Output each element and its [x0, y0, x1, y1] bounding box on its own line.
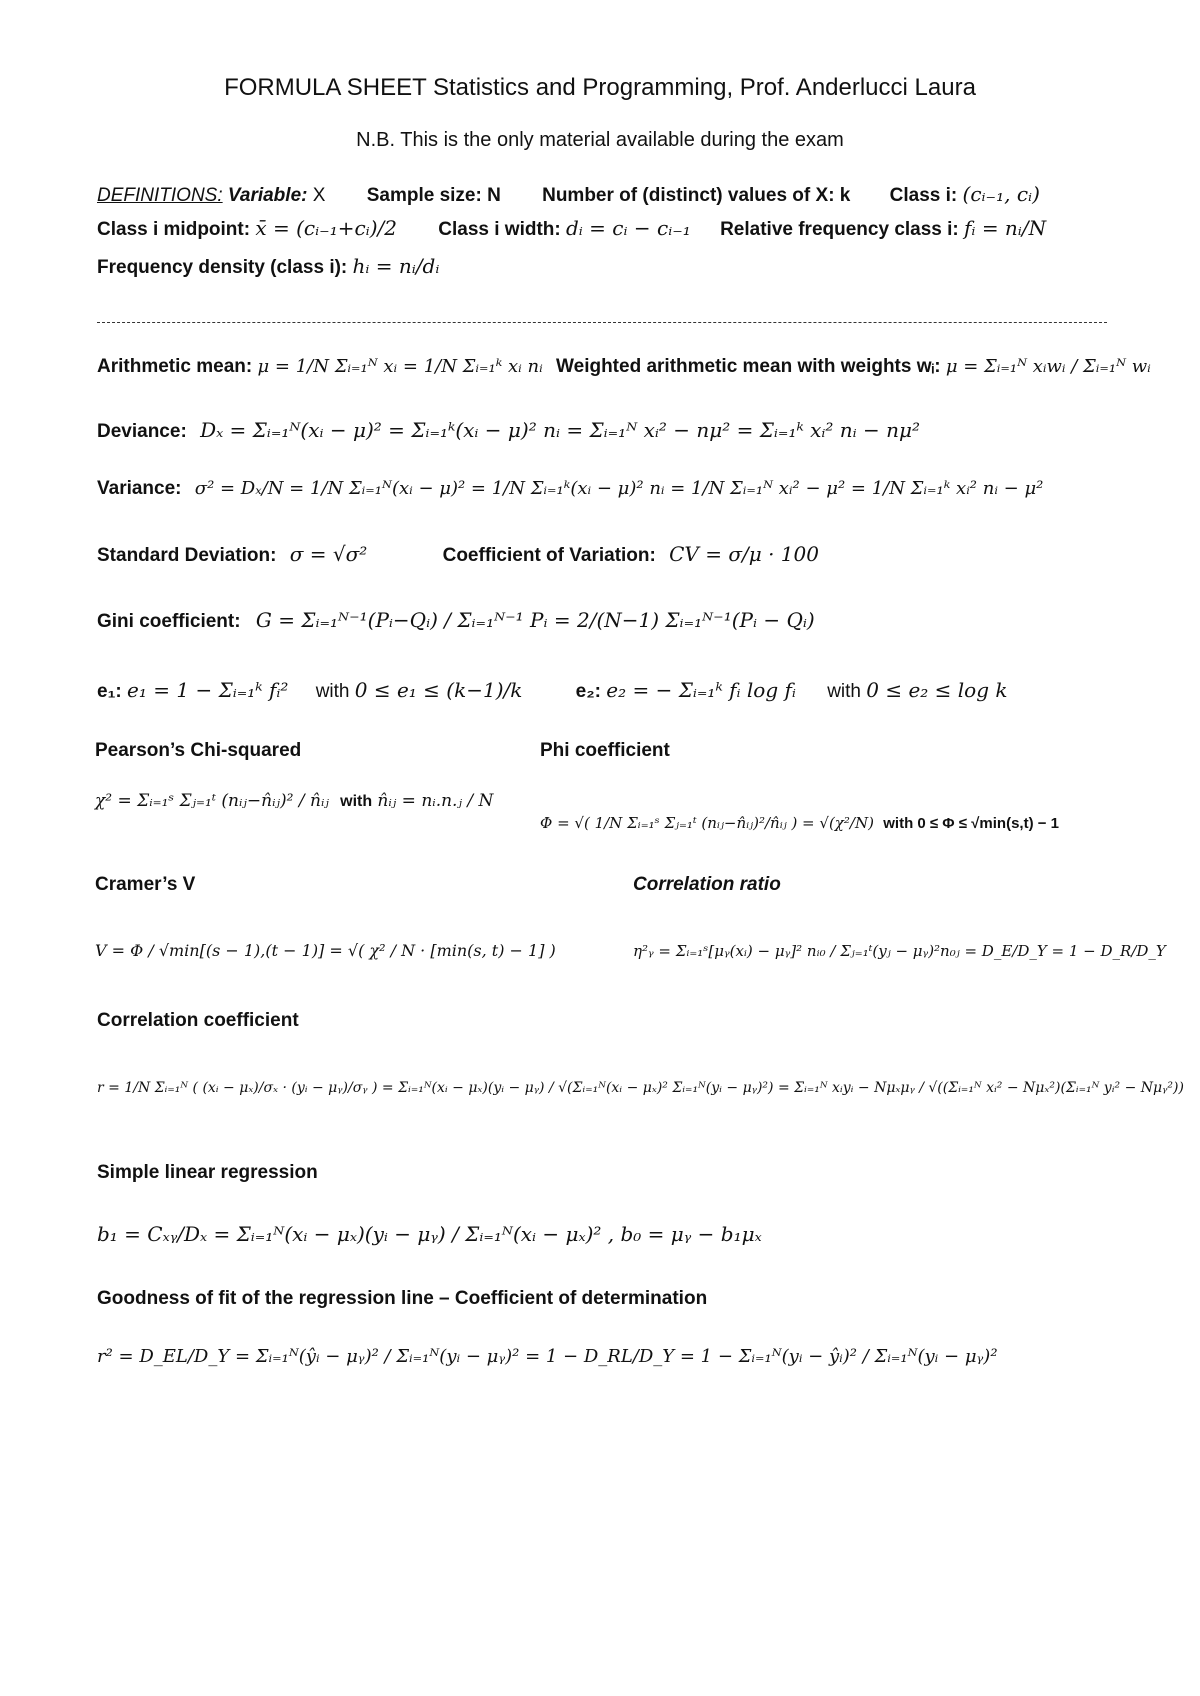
variable-value: X — [312, 185, 326, 206]
cv-formula: CV = σ/μ · 100 — [669, 542, 819, 566]
regression-heading: Simple linear regression — [97, 1162, 318, 1183]
cv-label: Coefficient of Variation: — [442, 545, 656, 566]
e2-label: e₂: — [575, 681, 601, 702]
definitions-line-2 — [97, 216, 1046, 242]
e2-with: with — [827, 681, 861, 702]
e2-range: 0 ≤ e₂ ≤ log k — [866, 678, 1008, 702]
variance-line — [97, 478, 1043, 501]
phi-line — [540, 812, 1059, 835]
regression-line — [97, 1222, 762, 1248]
weighted-mean-label: Weighted arithmetic mean with weights wᵢ: — [556, 356, 941, 377]
correlation-heading: Correlation coefficient — [97, 1010, 299, 1031]
class-label: Class i: — [889, 185, 958, 206]
regression-formula: b₁ = Cₓᵧ/Dₓ = Σᵢ₌₁ᴺ(xᵢ − μₓ)(yᵢ − μᵧ) / Σᵢ₌₁ᴺ(xᵢ − μₓ)² , b₀ = μᵧ − b₁μₓ — [97, 1222, 762, 1246]
e2-formula: e₂ = − Σᵢ₌₁ᵏ fᵢ log fᵢ — [606, 678, 796, 702]
density-formula: hᵢ = nᵢ/dᵢ — [352, 254, 440, 278]
pearson-heading: Pearson’s Chi-squared — [95, 740, 302, 761]
phi-heading: Phi coefficient — [540, 740, 670, 761]
pearson-line — [95, 790, 493, 813]
deviance-label: Deviance: — [97, 421, 187, 442]
cramer-heading: Cramer’s V — [95, 874, 196, 895]
e1-with: with — [315, 681, 350, 702]
sd-formula: σ = √σ² — [289, 542, 368, 566]
density-label: Frequency density (class i): — [97, 257, 348, 278]
page-title: FORMULA SHEET Statistics and Programming, Prof. Anderlucci Laura — [224, 74, 976, 101]
cramer-formula: V = Φ / √min[(s − 1),(t − 1)] = √( χ² / N · [min(s, t) − 1] ) — [95, 941, 556, 960]
exam-note: N.B. This is the only material available during the exam — [356, 129, 844, 151]
goodness-heading: Goodness of fit of the regression line – Coefficient of determination — [97, 1288, 708, 1309]
width-label: Class i width: — [438, 219, 561, 240]
variance-label: Variance: — [97, 478, 182, 499]
sample-size-def: Sample size: N — [366, 185, 501, 206]
sd-label: Standard Deviation: — [97, 545, 277, 566]
corr-ratio-formula: η²ᵧ = Σᵢ₌₁ˢ[μᵧ(xᵢ) − μᵧ]² nᵢ₀ / Σⱼ₌₁ᵗ(yⱼ − μᵧ)²n₀ⱼ = D_E/D_Y = 1 − D_R/D_Y — [633, 942, 1166, 960]
sd-cv-line — [97, 542, 819, 568]
variable-label: Variable: — [227, 185, 308, 206]
gini-label: Gini coefficient: — [97, 611, 241, 632]
e1-label: e₁: — [97, 681, 122, 702]
e1-range: 0 ≤ e₁ ≤ (k−1)/k — [354, 678, 523, 702]
e1-formula: e₁ = 1 − Σᵢ₌₁ᵏ fᵢ² — [127, 678, 289, 702]
corr-ratio-line — [633, 940, 1166, 963]
width-formula: dᵢ = cᵢ − cᵢ₋₁ — [566, 216, 691, 240]
corr-ratio-heading: Correlation ratio — [633, 874, 781, 895]
pearson-with: with — [340, 793, 373, 810]
phi-range: with 0 ≤ Φ ≤ √min(s,t) − 1 — [883, 815, 1060, 832]
phi-formula: Φ = √( 1/N Σᵢ₌₁ˢ Σⱼ₌₁ᵗ (nᵢⱼ−n̂ᵢⱼ)²/n̂ᵢⱼ ) = √(χ²/N) — [540, 814, 874, 832]
heterogeneity-line — [97, 678, 1008, 704]
gini-line — [97, 608, 815, 634]
definitions-line-3 — [97, 254, 439, 280]
correlation-formula: r = 1/N Σᵢ₌₁ᴺ ( (xᵢ − μₓ)/σₓ · (yᵢ − μᵧ)/σᵧ ) = Σᵢ₌₁ᴺ(xᵢ − μₓ)(yᵢ − μᵧ) / √(Σᵢ₌₁ᴺ(xᵢ − μₓ)² Σᵢ₌₁ᴺ(yᵢ − μᵧ)²) = Σᵢ₌₁ᴺ xᵢyᵢ − Nμₓμᵧ / √((Σᵢ₌₁ᴺ xᵢ² − Nμₓ²)(Σᵢ₌₁ᴺ yᵢ² − Nμᵧ²)) — [97, 1080, 1184, 1096]
deviance-formula: Dₓ = Σᵢ₌₁ᴺ(xᵢ − μ)² = Σᵢ₌₁ᵏ(xᵢ − μ)² nᵢ = Σᵢ₌₁ᴺ xᵢ² − nμ² = Σᵢ₌₁ᵏ xᵢ² nᵢ − nμ² — [200, 418, 921, 442]
midpoint-formula: x̄ = (cᵢ₋₁+cᵢ)/2 — [255, 216, 397, 240]
mean-label: Arithmetic mean: — [97, 356, 253, 377]
goodness-formula: r² = D_EL/D_Y = Σᵢ₌₁ᴺ(ŷᵢ − μᵧ)² / Σᵢ₌₁ᴺ(yᵢ − μᵧ)² = 1 − D_RL/D_Y = 1 − Σᵢ₌₁ᴺ(yᵢ − ŷᵢ)² / Σᵢ₌₁ᴺ(yᵢ − μᵧ)² — [97, 1346, 998, 1367]
definitions-line-1 — [97, 182, 1040, 208]
correlation-line — [97, 1076, 1184, 1099]
pearson-nhat: n̂ᵢⱼ = nᵢ.n.ⱼ / N — [377, 791, 494, 811]
distinct-values-def: Number of (distinct) values of X: k — [542, 185, 851, 206]
relfreq-formula: fᵢ = nᵢ/N — [964, 216, 1047, 240]
weighted-mean-formula: μ = Σᵢ₌₁ᴺ xᵢwᵢ / Σᵢ₌₁ᴺ wᵢ — [945, 356, 1151, 377]
cramer-line — [95, 940, 556, 963]
relfreq-label: Relative frequency class i: — [720, 219, 959, 240]
mean-formula: μ = 1/N Σᵢ₌₁ᴺ xᵢ = 1/N Σᵢ₌₁ᵏ xᵢ nᵢ — [257, 356, 543, 377]
gini-formula: G = Σᵢ₌₁ᴺ⁻¹(Pᵢ−Qᵢ) / Σᵢ₌₁ᴺ⁻¹ Pᵢ = 2/(N−1) Σᵢ₌₁ᴺ⁻¹(Pᵢ − Qᵢ) — [255, 608, 815, 632]
goodness-line — [97, 1346, 998, 1369]
class-formula: (cᵢ₋₁, cᵢ) — [962, 182, 1040, 206]
midpoint-label: Class i midpoint: — [97, 219, 251, 240]
deviance-line — [97, 418, 920, 444]
mean-line — [97, 356, 1151, 379]
separator-line — [97, 322, 1107, 323]
variance-formula: σ² = Dₓ/N = 1/N Σᵢ₌₁ᴺ(xᵢ − μ)² = 1/N Σᵢ₌₁ᵏ(xᵢ − μ)² nᵢ = 1/N Σᵢ₌₁ᴺ xᵢ² − μ² = 1/N Σᵢ₌₁ᵏ xᵢ² nᵢ − μ² — [194, 478, 1044, 499]
pearson-formula: χ² = Σᵢ₌₁ˢ Σⱼ₌₁ᵗ (nᵢⱼ−n̂ᵢⱼ)² / n̂ᵢⱼ — [95, 791, 329, 811]
definitions-heading: DEFINITIONS: — [97, 185, 223, 206]
